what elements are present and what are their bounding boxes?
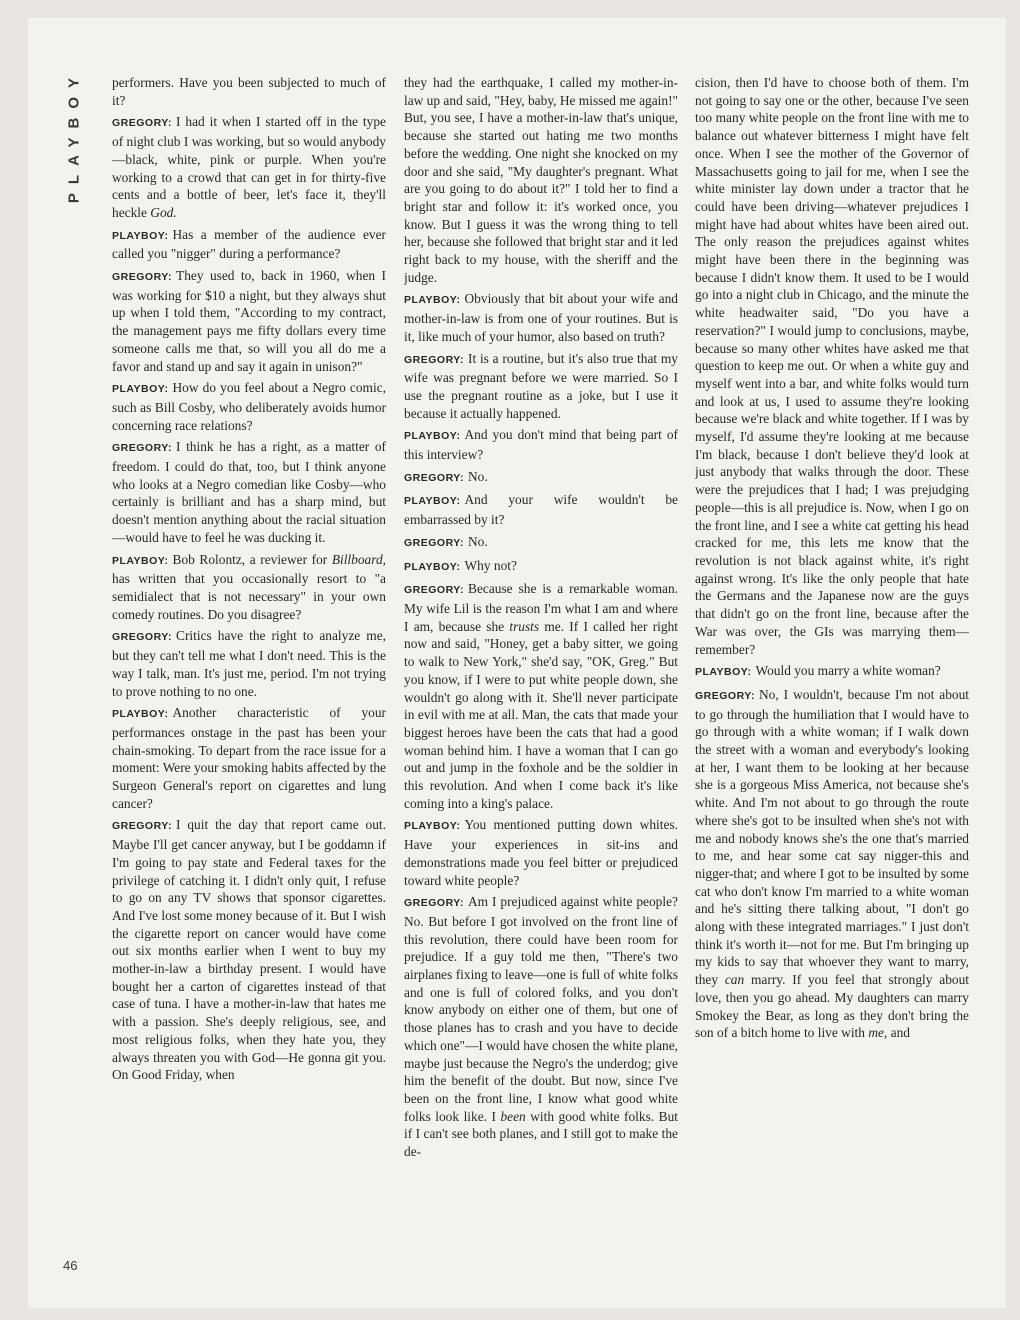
- text-column-1: [112, 74, 386, 1274]
- italic-text: trusts: [509, 618, 540, 634]
- speaker-label: PLAYBOY:: [404, 294, 461, 307]
- interview-paragraph: [112, 226, 386, 263]
- interview-paragraph: [112, 74, 386, 109]
- interview-paragraph: [404, 426, 678, 463]
- speaker-label: PLAYBOY:: [695, 666, 752, 679]
- interview-paragraph: [112, 438, 386, 546]
- speaker-label: GREGORY:: [404, 536, 465, 549]
- speaker-label: GREGORY:: [112, 271, 173, 284]
- interview-paragraph: [112, 267, 386, 375]
- interview-paragraph: [112, 816, 386, 1084]
- interview-paragraph: [112, 113, 386, 221]
- interview-paragraph: [112, 379, 386, 434]
- paragraph-text: No.: [468, 533, 488, 549]
- speaker-label: PLAYBOY:: [112, 708, 169, 721]
- italic-text: Billboard,: [331, 551, 386, 567]
- paragraph-text: marry. If you feel that strongly about love, then you go ahead. My daughters can marry Smokey the Bear, as long as they don't bring the son of a bitch home to live with: [695, 972, 969, 1041]
- interview-paragraph: [404, 580, 678, 812]
- paragraph-text: How do you feel about a Negro comic, such as Bill Cosby, who deliberately avoids humor concerning race relations?: [112, 380, 386, 433]
- paragraph-text: I quit the day that report came out. Maybe I'll get cancer anyway, but I be goddamn if I'm going to pay state and Federal taxes for the privilege of catching it. I didn't only quit, I refuse to go on any TV shows that sponsor cigarettes. And I've lost some money because of it. But I wish the cigarette report on cancer would have come out six months earlier when I went to buy my mother-in-law a birthday present. I would have bought her a carton of cigarettes instead of that case of tuna. I have a mother-in-law that hates me with a passion. She's deeply religious, see, and most religious folks, when they hate you, they always threaten you with God—He gonna git you. On Good Friday, when: [112, 817, 386, 1083]
- paragraph-text: Another characteristic of your performances onstage in the past has been your chain-smoking. To depart from the race issue for a moment: Were your smoking habits affected by the Surgeon General's report on cigarettes and lung cancer?: [112, 705, 386, 811]
- paragraph-text: Obviously that bit about your wife and mother-in-law is from one of your routines. But is it, like much of your humor, also based on truth?: [404, 291, 678, 344]
- interview-paragraph: [404, 816, 678, 889]
- paragraph-text: No.: [468, 468, 488, 484]
- interview-paragraph: [112, 704, 386, 812]
- italic-text: been: [500, 1108, 526, 1124]
- paragraph-text: cision, then I'd have to choose both of them. I'm not going to say one or the other, because I've seen too many white people on the front line with me to balance out whatever bitterness I might have felt once. When I see the mother of the Governor of Massachusetts going to jail for me, when I see the white minister lay down under a tractor that he could have been driving—whatever prejudices I might have had about whites have been aired out. The only reason the prejudices against whites might have been there in the beginning was because I didn't know them. It used to be I would go into a night club in Chicago, and the minute the white headwaiter said, "Do you have a reservation?" I would jump to conclusions, maybe, because so many other whites have asked me that question to keep me out. Or when a white guy and myself went into a bar, and white folks would turn and look at us, I used to assume they're looking because we're black and white together. If I was by myself, I'd assume they're looking at me because I'm black, because I don't believe they'd look at just anybody that walks through the door. These were the prejudices that I had; I was prejudging people—this is all prejudice is. Now, when I go on the front line, and I see a white cat getting his head cracked for me, this lets me know that the revolution is not black against white, it's right against wrong. It's like the only people that hate the Germans and the Japanese now are the guys that didn't go on the front line, because after the War was over, the GIs was marrying them—remember?: [695, 75, 969, 657]
- paragraph-text: And you don't mind that being part of this interview?: [404, 427, 678, 463]
- paragraph-text: and: [887, 1025, 910, 1041]
- interview-paragraph: [404, 468, 678, 488]
- magazine-page: [28, 18, 1006, 1308]
- text-column-3: [695, 74, 969, 1274]
- speaker-label: GREGORY:: [404, 897, 465, 910]
- speaker-label: GREGORY:: [404, 353, 465, 366]
- paragraph-text: Has a member of the audience ever called you "nigger" during a performance?: [112, 226, 386, 262]
- speaker-label: GREGORY:: [112, 631, 173, 644]
- speaker-label: GREGORY:: [404, 584, 465, 597]
- paragraph-text: They used to, back in 1960, when I was working for $10 a night, but they always shut up when I told them, "According to my contract, the management pays me fifty dollars every time someone calls me that, so will you all do me a favor and stand up and say it again in unison?": [112, 268, 386, 374]
- paragraph-text: You mentioned putting down whites. Have your experiences in sit-ins and demonstrations made you feel bitter or prejudiced toward white people?: [404, 817, 678, 888]
- playboy-masthead: [58, 56, 90, 216]
- speaker-label: GREGORY:: [112, 442, 173, 455]
- interview-paragraph: [404, 74, 678, 286]
- paragraph-text: they had the earthquake, I called my mother-in-law up and said, "Hey, baby, He missed me again!" But, you see, I have a mother-in-law that's unique, because she started out hating me two months before the wedding. One night she knocked on my door and she said, "My daughter's pregnant. What are you going to do about it?" I told her to find a bright star and follow it: it's worked once, you know. But I guess it was the wrong thing to tell her, because she followed that bright star and it led right back to my house, with the sheriff and the judge.: [404, 75, 678, 285]
- paragraph-text: No, I wouldn't, because I'm not about to go through the humiliation that I would have to go through with a white woman; if I walk down the street with a woman and everybody's looking at her, I want them to be looking at her because she is a gorgeous Miss America, not because she's white. And I'm not about to go through the route where she's got to be insulted when she's not with me and nobody knows she's the one that's married to me, and hear some cat say nigger-this and nigger-that; and where I got to be insulted by some cat who don't know I'm married to a white woman and he's sitting there talking about, "I don't go along with these integrated marriages." I just don't think it's worth it—not for me. But I'm bringing up my kids to say that whoever they want to marry, they: [695, 686, 969, 988]
- interview-paragraph: [404, 893, 678, 1161]
- interview-paragraph: [112, 551, 386, 624]
- interview-paragraph: [695, 662, 969, 682]
- page-number: 46: [63, 1258, 78, 1273]
- paragraph-text: Critics have the right to analyze me, but they can't tell me what I don't need. This is the way I talk, man. It's just me, period. I'm not trying to prove nothing to no one.: [112, 628, 386, 699]
- speaker-label: PLAYBOY:: [112, 229, 169, 242]
- paragraph-text: Why not?: [464, 557, 517, 573]
- paragraph-text: with good white folks. But if I can't see both planes, and I still got to make the de-: [404, 1108, 678, 1160]
- paragraph-text: me. If I called her right now and said, "Honey, get a baby sitter, we going to walk to New York," she'd say, "OK, Greg." But you know, if I were to put white people down, she wouldn't go along with it. She'll never participate in evil with me at all. Man, the cats that made your biggest heroes have been the cats that had a good woman behind him. I have a woman that I can go out and jump in the foxhole and be the soldier in this revolution. And when I come back it's like coming into a king's palace.: [404, 618, 678, 811]
- masthead-text: PLAYBOY: [65, 68, 83, 204]
- speaker-label: PLAYBOY:: [404, 430, 461, 443]
- italic-text: me,: [868, 1025, 888, 1041]
- speaker-label: PLAYBOY:: [404, 495, 461, 508]
- paragraph-text: Am I prejudiced against white people? No. But before I got involved on the front line of this revolution, there could have been room for prejudice. If a guy told me then, "There's two airplanes fixing to leave—one is full of white folks and one is full of colored folks, and you don't know anybody on either one of them, but one of those planes has to crash and you have to decide which one"—I would have chosen the white plane, maybe just because the Negro's the underdog; give him the benefit of the doubt. But now, since I've been on the front line, I know what good white folks look like. I: [404, 894, 678, 1124]
- paragraph-text: Would you marry a white woman?: [755, 663, 941, 679]
- speaker-label: PLAYBOY:: [112, 554, 169, 567]
- italic-text: God.: [150, 204, 177, 220]
- speaker-label: GREGORY:: [112, 820, 173, 833]
- speaker-label: GREGORY:: [695, 689, 756, 702]
- text-column-2: [404, 74, 678, 1274]
- paragraph-text: has written that you occasionally resort to "a semidialect that is not necessary" in your own comedy routines. Do you disagree?: [112, 571, 386, 622]
- interview-paragraph: [404, 533, 678, 553]
- interview-paragraph: [404, 350, 678, 423]
- paragraph-text: It is a routine, but it's also true that my wife was pregnant before we were married. So I use the pregnant routine as a joke, but I use it because it actually happened.: [404, 350, 678, 421]
- interview-paragraph: [404, 491, 678, 528]
- paragraph-text: Because she is a remarkable woman. My wife Lil is the reason I'm what I am and where I am, because she: [404, 581, 678, 634]
- speaker-label: PLAYBOY:: [404, 560, 461, 573]
- interview-paragraph: [695, 74, 969, 658]
- interview-paragraph: [404, 557, 678, 577]
- paragraph-text: I think he has a right, as a matter of freedom. I could do that, too, but I think anyone who looks at a Negro comedian like Cosby—who certainly is brilliant and has a sharp mind, but doesn't mention anything about the racial situation—would have to feel he was ducking it.: [112, 439, 386, 545]
- paragraph-text: And your wife wouldn't be embarrassed by it?: [404, 492, 678, 528]
- interview-paragraph: [112, 627, 386, 700]
- speaker-label: PLAYBOY:: [404, 820, 461, 833]
- paragraph-text: Bob Rolontz, a reviewer for: [172, 551, 332, 567]
- speaker-label: GREGORY:: [404, 471, 465, 484]
- italic-text: can: [724, 972, 745, 988]
- speaker-label: PLAYBOY:: [112, 383, 169, 396]
- interview-paragraph: [695, 686, 969, 1042]
- paragraph-text: performers. Have you been subjected to much of it?: [112, 75, 386, 108]
- speaker-label: GREGORY:: [112, 117, 173, 130]
- paragraph-text: I had it when I started off in the type of night club I was working, but so would anybody—black, white, pink or purple. When you're working to a crowd that can get in for thirty-five cents and a bottle of beer, let's face it, they'll heckle: [112, 114, 386, 220]
- interview-paragraph: [404, 290, 678, 345]
